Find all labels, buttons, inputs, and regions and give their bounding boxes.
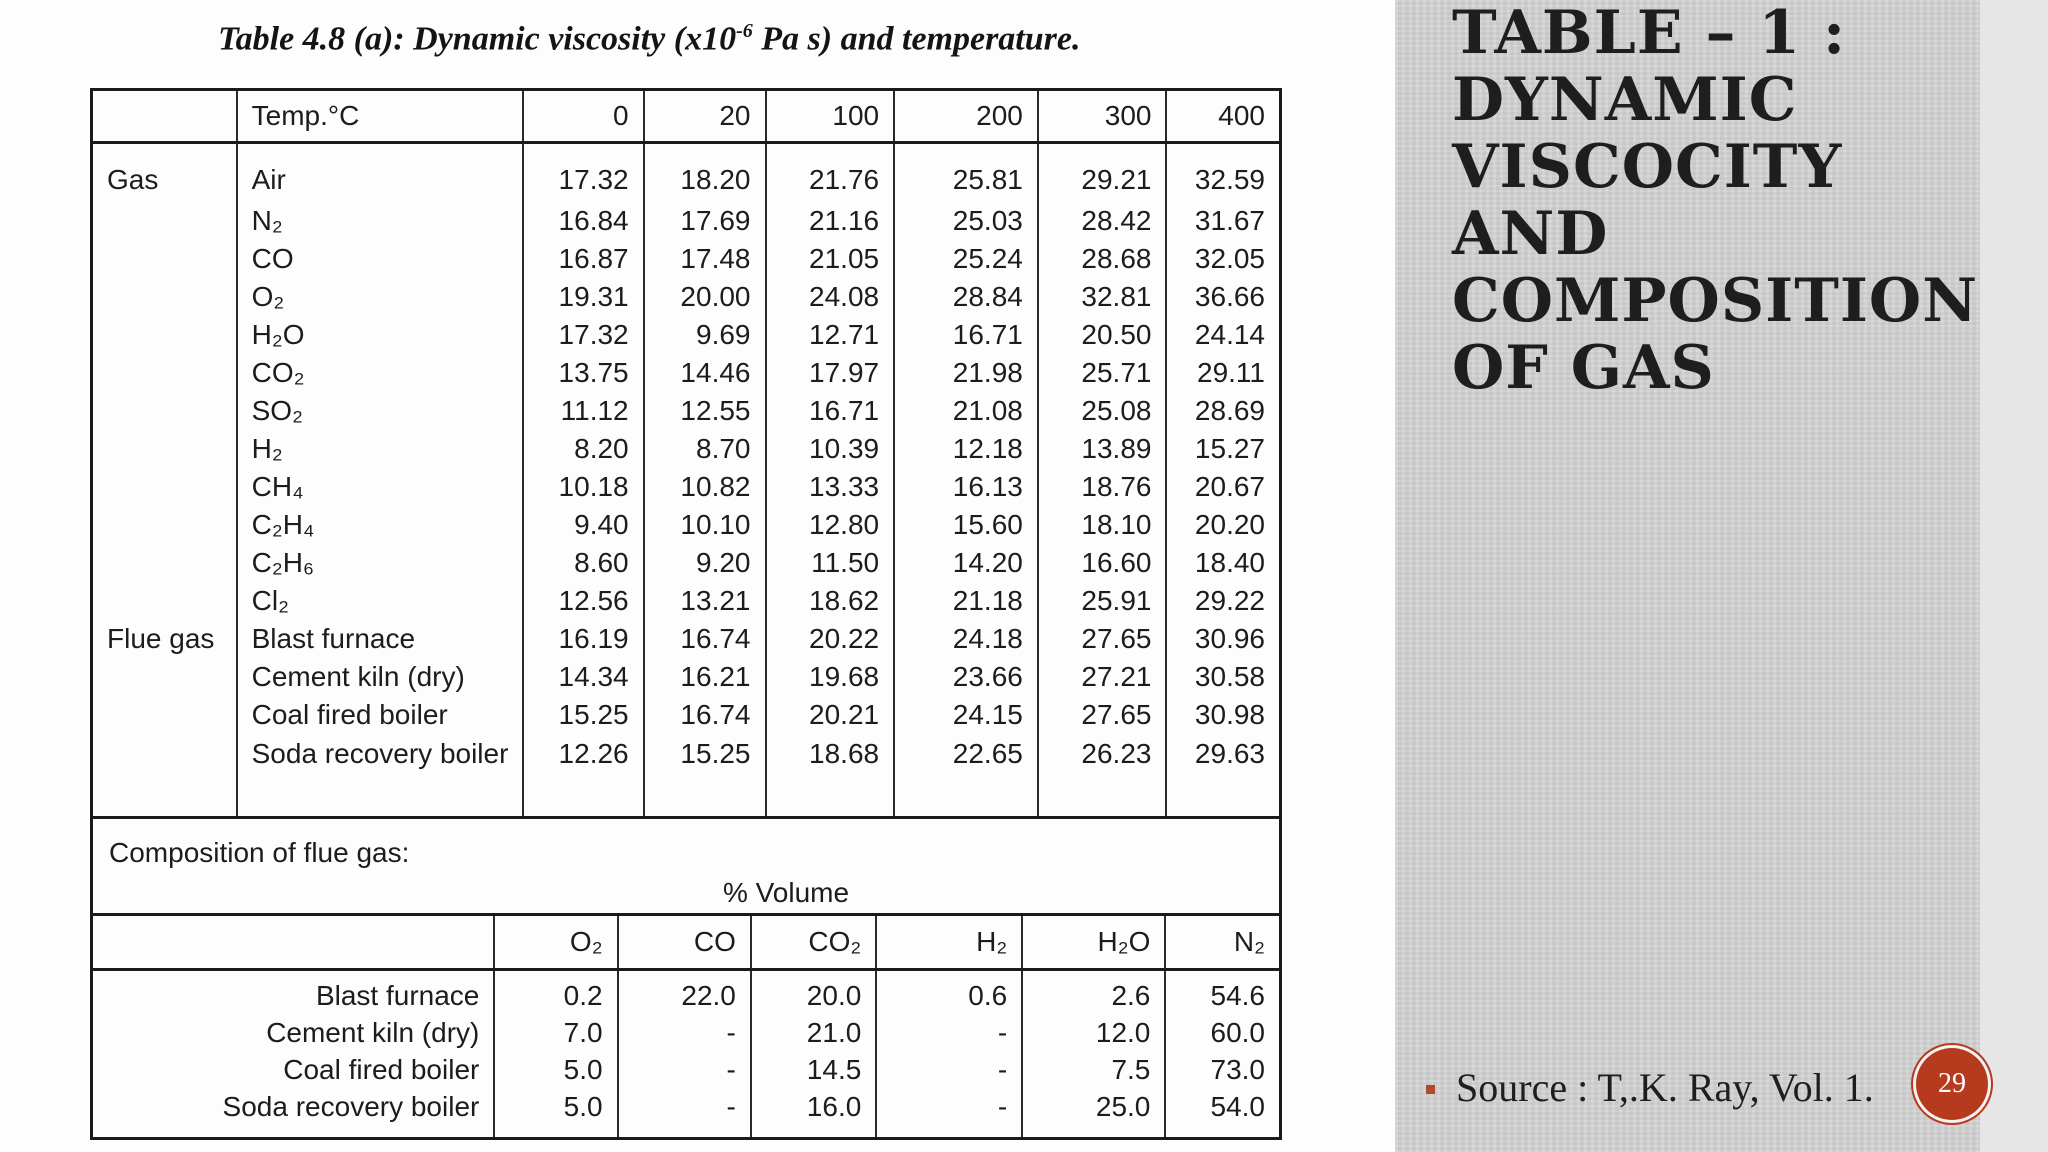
viscosity-value: 16.84 [523,202,643,240]
viscosity-value: 28.42 [1038,202,1167,240]
group-label [93,430,237,468]
group-label [93,202,237,240]
volume-value: 5.0 [494,1088,617,1137]
group-label [93,696,237,734]
group-label: Flue gas [107,623,215,654]
group-label: Gas [107,164,159,195]
viscosity-value: 13.89 [1038,430,1167,468]
viscosity-value: 18.68 [766,734,895,816]
column-header: H₂ [876,915,1022,970]
volume-value: - [618,1051,751,1088]
viscosity-value: 12.18 [894,430,1038,468]
volume-value: 7.0 [494,1014,617,1051]
viscosity-value: 25.08 [1038,392,1167,430]
viscosity-value: 16.21 [644,658,766,696]
viscosity-value: 10.18 [523,468,643,506]
page-number-badge: 29 [1916,1048,1988,1120]
viscosity-table-frame [90,88,1282,1140]
viscosity-value: 17.69 [644,202,766,240]
viscosity-value: 16.71 [894,316,1038,354]
caption-prefix: Table 4.8 (a): Dynamic viscosity (x10 [218,20,737,58]
group-label [93,658,237,696]
slide-title-line: TABLE – 1 : [1452,0,1847,68]
composition-header-row [93,915,1279,970]
volume-value: 7.5 [1022,1051,1165,1088]
viscosity-value: 29.21 [1038,143,1167,203]
viscosity-value: 30.98 [1166,696,1279,734]
viscosity-value: 25.03 [894,202,1038,240]
viscosity-value: 18.76 [1038,468,1167,506]
table-row [93,316,1279,354]
viscosity-value: 13.75 [523,354,643,392]
slide-title-line: OF GAS [1452,333,1715,403]
viscosity-value: 20.21 [766,696,895,734]
viscosity-value: 10.10 [644,506,766,544]
gas-name: CO₂ [237,354,524,392]
column-header: 0 [523,91,643,143]
viscosity-value: 8.70 [644,430,766,468]
viscosity-value: 27.65 [1038,620,1167,658]
volume-value: 2.6 [1022,970,1165,1015]
viscosity-value: 29.22 [1166,582,1279,620]
viscosity-value: 18.40 [1166,544,1279,582]
slide-title-line: VISCOCITY [1452,132,1843,202]
column-header: 400 [1166,91,1279,143]
viscosity-value: 25.24 [894,240,1038,278]
table-row [93,734,1279,816]
viscosity-value: 28.84 [894,278,1038,316]
caption-suffix: Pa s) and temperature. [752,20,1081,58]
group-label [93,506,237,544]
slide-title-line: AND [1452,199,1609,269]
gas-name: Coal fired boiler [237,696,524,734]
column-header [93,915,494,970]
group-label [93,240,237,278]
viscosity-value: 8.20 [523,430,643,468]
flue-gas-source: Coal fired boiler [283,1053,480,1085]
viscosity-value: 25.81 [894,143,1038,203]
flue-gas-source: Soda recovery boiler [222,1090,480,1122]
viscosity-value: 14.20 [894,544,1038,582]
viscosity-value: 18.20 [644,143,766,203]
viscosity-value: 23.66 [894,658,1038,696]
viscosity-value: 12.55 [644,392,766,430]
viscosity-value: 11.12 [523,392,643,430]
viscosity-value: 16.19 [523,620,643,658]
gas-name: CH₄ [237,468,524,506]
column-header: 200 [894,91,1038,143]
viscosity-table [93,91,1279,816]
volume-value: 0.6 [876,970,1022,1015]
gas-name: H₂O [237,316,524,354]
column-header: CO₂ [751,915,876,970]
table-row [93,143,1279,203]
column-header: CO [618,915,751,970]
volume-value: - [876,1014,1022,1051]
table-row [93,468,1279,506]
table-row [93,278,1279,316]
table-row [93,658,1279,696]
volume-value: 22.0 [618,970,751,1015]
viscosity-value: 28.69 [1166,392,1279,430]
volume-value: - [876,1051,1022,1088]
gas-name: Cement kiln (dry) [237,658,524,696]
viscosity-value: 24.15 [894,696,1038,734]
viscosity-value: 20.20 [1166,506,1279,544]
viscosity-value: 10.39 [766,430,895,468]
viscosity-value: 18.10 [1038,506,1167,544]
table-row [93,620,1279,658]
table-caption [218,20,1080,58]
viscosity-value: 13.33 [766,468,895,506]
flue-gas-source: Cement kiln (dry) [266,1016,480,1048]
volume-value: 0.2 [494,970,617,1015]
table-row [93,544,1279,582]
volume-value: 14.5 [751,1051,876,1088]
gas-name: H₂ [237,430,524,468]
viscosity-value: 16.13 [894,468,1038,506]
viscosity-value: 36.66 [1166,278,1279,316]
volume-value: 12.0 [1022,1014,1165,1051]
volume-value: 25.0 [1022,1088,1165,1137]
table-row [93,202,1279,240]
gas-name: Blast furnace [237,620,524,658]
volume-value: 60.0 [1165,1014,1279,1051]
viscosity-value: 20.00 [644,278,766,316]
volume-value: 54.0 [1165,1088,1279,1137]
viscosity-value: 21.98 [894,354,1038,392]
volume-value: 5.0 [494,1051,617,1088]
viscosity-value: 18.62 [766,582,895,620]
gas-name: Air [237,143,524,203]
volume-value: 73.0 [1165,1051,1279,1088]
viscosity-value: 19.31 [523,278,643,316]
group-label [93,278,237,316]
viscosity-value: 16.71 [766,392,895,430]
gas-name: C₂H₆ [237,544,524,582]
viscosity-value: 10.82 [644,468,766,506]
viscosity-value: 24.18 [894,620,1038,658]
viscosity-value: 25.91 [1038,582,1167,620]
viscosity-value: 17.32 [523,143,643,203]
column-header [93,91,237,143]
viscosity-header-row [93,91,1279,143]
viscosity-value: 22.65 [894,734,1038,816]
table-row [93,1014,1279,1051]
viscosity-value: 27.21 [1038,658,1167,696]
viscosity-value: 20.50 [1038,316,1167,354]
composition-unit: % Volume [723,877,850,908]
composition-title: Composition of flue gas: [109,837,410,868]
viscosity-value: 32.05 [1166,240,1279,278]
viscosity-value: 20.67 [1166,468,1279,506]
gas-name: N₂ [237,202,524,240]
table-row [93,970,1279,1015]
group-label [93,582,237,620]
viscosity-value: 29.63 [1166,734,1279,816]
viscosity-value: 15.60 [894,506,1038,544]
column-header: N₂ [1165,915,1279,970]
viscosity-value: 16.60 [1038,544,1167,582]
volume-value: 16.0 [751,1088,876,1137]
column-header: 300 [1038,91,1167,143]
column-header: Temp.°C [237,91,524,143]
volume-value: 54.6 [1165,970,1279,1015]
group-label [93,316,237,354]
viscosity-value: 27.65 [1038,696,1167,734]
table-row [93,1051,1279,1088]
column-header: 100 [766,91,895,143]
viscosity-value: 12.80 [766,506,895,544]
viscosity-value: 9.20 [644,544,766,582]
viscosity-value: 17.48 [644,240,766,278]
column-header: 20 [644,91,766,143]
volume-value: - [618,1088,751,1137]
viscosity-value: 30.96 [1166,620,1279,658]
table-row [93,582,1279,620]
viscosity-value: 9.69 [644,316,766,354]
viscosity-value: 21.76 [766,143,895,203]
slide-title-line: COMPOSITION [1452,266,1979,336]
table-row [93,392,1279,430]
viscosity-value: 12.26 [523,734,643,816]
viscosity-value: 26.23 [1038,734,1167,816]
group-label [93,468,237,506]
group-label [93,392,237,430]
table-row [93,354,1279,392]
viscosity-value: 15.25 [523,696,643,734]
table-row [93,1088,1279,1137]
viscosity-value: 14.34 [523,658,643,696]
viscosity-value: 14.46 [644,354,766,392]
viscosity-value: 16.74 [644,620,766,658]
viscosity-value: 16.87 [523,240,643,278]
viscosity-value: 8.60 [523,544,643,582]
slide-title [1452,0,1978,402]
viscosity-value: 31.67 [1166,202,1279,240]
viscosity-value: 21.05 [766,240,895,278]
group-label [93,734,237,816]
group-label [93,354,237,392]
gas-name: C₂H₄ [237,506,524,544]
viscosity-value: 12.56 [523,582,643,620]
slide-edge-strip [1980,0,2048,1152]
viscosity-value: 24.08 [766,278,895,316]
volume-value: 20.0 [751,970,876,1015]
column-header: O₂ [494,915,617,970]
volume-value: - [876,1088,1022,1137]
bullet-square-icon [1426,1085,1435,1094]
gas-name: Cl₂ [237,582,524,620]
viscosity-value: 9.40 [523,506,643,544]
table-row [93,696,1279,734]
volume-value: - [618,1014,751,1051]
viscosity-value: 17.32 [523,316,643,354]
viscosity-value: 21.18 [894,582,1038,620]
viscosity-value: 21.08 [894,392,1038,430]
viscosity-value: 12.71 [766,316,895,354]
gas-name: SO₂ [237,392,524,430]
viscosity-value: 25.71 [1038,354,1167,392]
viscosity-value: 13.21 [644,582,766,620]
viscosity-value: 20.22 [766,620,895,658]
viscosity-value: 21.16 [766,202,895,240]
composition-unit-row [93,877,1279,913]
caption-exponent: -6 [736,20,753,42]
viscosity-value: 17.97 [766,354,895,392]
viscosity-value: 24.14 [1166,316,1279,354]
viscosity-value: 15.27 [1166,430,1279,468]
group-label [93,544,237,582]
gas-name: Soda recovery boiler [237,734,524,816]
gas-name: O₂ [237,278,524,316]
viscosity-value: 32.81 [1038,278,1167,316]
composition-title-row [93,816,1279,877]
table-row [93,240,1279,278]
column-header: H₂O [1022,915,1165,970]
viscosity-value: 19.68 [766,658,895,696]
slide-title-line: DYNAMIC [1452,65,1798,135]
table-row [93,430,1279,468]
composition-table [93,913,1279,1137]
viscosity-value: 28.68 [1038,240,1167,278]
viscosity-value: 15.25 [644,734,766,816]
viscosity-value: 29.11 [1166,354,1279,392]
table-row [93,506,1279,544]
gas-name: CO [237,240,524,278]
viscosity-value: 32.59 [1166,143,1279,203]
viscosity-value: 11.50 [766,544,895,582]
viscosity-value: 30.58 [1166,658,1279,696]
source-text: Source : T,.K. Ray, Vol. 1. [1456,1065,1874,1110]
volume-value: 21.0 [751,1014,876,1051]
flue-gas-source: Blast furnace [315,979,480,1011]
viscosity-value: 16.74 [644,696,766,734]
